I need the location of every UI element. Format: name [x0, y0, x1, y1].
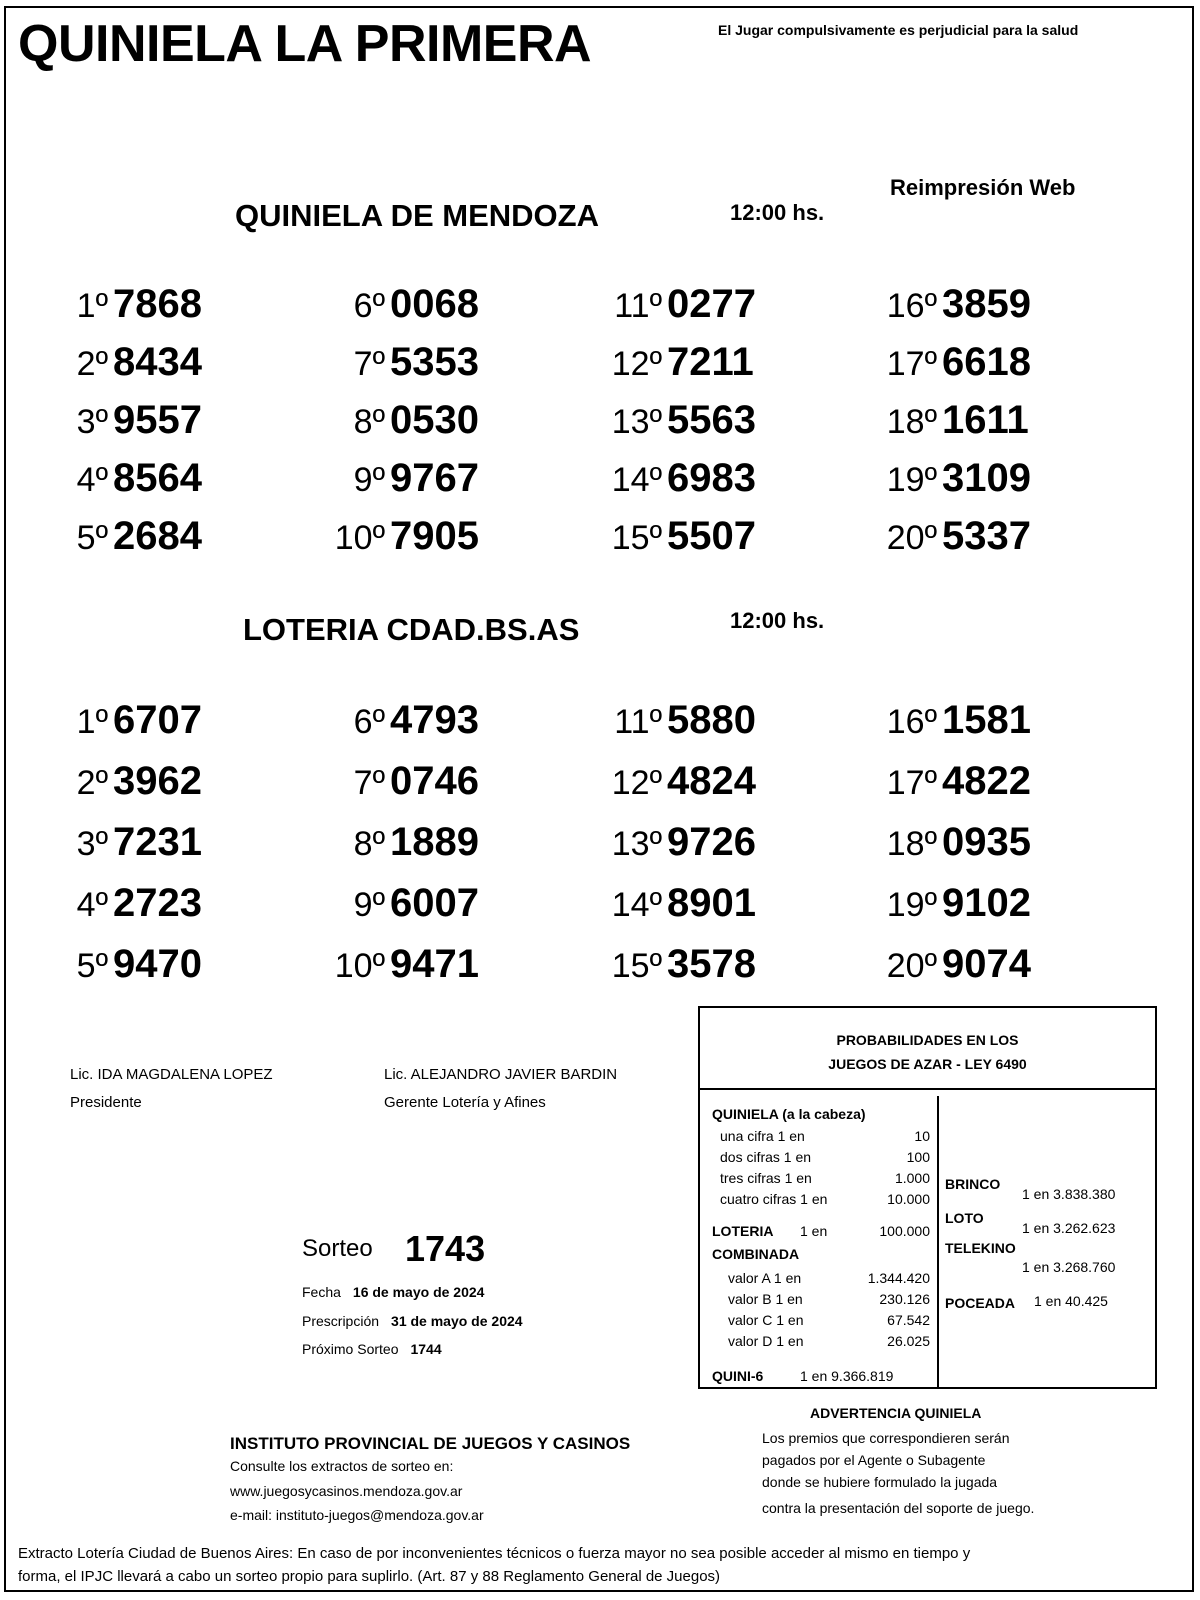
result-position: 19º [886, 886, 937, 924]
result-number: 0746 [390, 759, 479, 803]
result-position: 9º [353, 461, 385, 499]
proximo-label: Próximo Sorteo [302, 1341, 399, 1357]
result-item [315, 881, 479, 926]
result-position: 5º [76, 947, 108, 985]
sorteo-number: 1743 [405, 1228, 486, 1269]
sorteo-label: Sorteo [302, 1235, 373, 1262]
signature-role-manager: Gerente Lotería y Afines [384, 1094, 546, 1111]
loto-label: LOTO [945, 1210, 984, 1226]
advertencia-line: contra la presentación del soporte de juego. [762, 1500, 1035, 1516]
proximo-row [302, 1341, 442, 1357]
result-number: 2723 [113, 881, 202, 925]
result-number: 9470 [113, 942, 202, 986]
health-warning: El Jugar compulsivamente es perjudicial para la salud [718, 22, 1079, 38]
result-position: 11º [614, 703, 662, 741]
result-position: 12º [611, 345, 662, 383]
combinada-row-value: 67.542 [887, 1312, 930, 1328]
result-position: 20º [886, 947, 937, 985]
result-number: 5563 [667, 398, 756, 442]
result-number: 7905 [390, 514, 479, 558]
combinada-row-label: valor A 1 en [728, 1270, 802, 1286]
result-item [315, 698, 479, 743]
advertencia-title: ADVERTENCIA QUINIELA [810, 1405, 982, 1421]
probabilities-heading-1: PROBABILIDADES EN LOS [836, 1032, 1019, 1048]
quiniela-row-value: 100 [906, 1149, 930, 1165]
result-position: 20º [886, 519, 937, 557]
result-item [38, 942, 202, 987]
result-position: 2º [76, 764, 108, 802]
section-time-loteria: 12:00 hs. [730, 608, 825, 633]
result-item [315, 282, 479, 327]
result-item [315, 820, 479, 865]
result-item [315, 398, 479, 443]
quiniela-row-value: 1.000 [894, 1170, 930, 1186]
result-number: 0277 [667, 282, 756, 326]
quini6-value: 1 en 9.366.819 [800, 1368, 894, 1384]
poceada-value: 1 en 40.425 [1034, 1293, 1108, 1309]
result-number: 5507 [667, 514, 756, 558]
proximo-value: 1744 [410, 1341, 442, 1357]
quiniela-row-label: tres cifras 1 en [720, 1170, 812, 1186]
result-number: 2684 [113, 514, 202, 558]
result-item [38, 881, 202, 926]
result-position: 8º [353, 403, 385, 441]
quiniela-title: QUINIELA (a la cabeza) [712, 1106, 866, 1122]
result-position: 14º [611, 461, 662, 499]
result-number: 9726 [667, 820, 756, 864]
result-item [315, 942, 479, 987]
result-number: 3578 [667, 942, 756, 986]
result-number: 9471 [390, 942, 479, 986]
result-item [592, 398, 756, 443]
prescripcion-row [302, 1313, 523, 1329]
result-item [38, 340, 202, 385]
document-title: QUINIELA LA PRIMERA [18, 15, 592, 73]
result-position: 3º [76, 825, 108, 863]
result-position: 11º [614, 287, 662, 325]
result-number: 9557 [113, 398, 202, 442]
reprint-label: Reimpresión Web [890, 175, 1076, 200]
institute-website: www.juegosycasinos.mendoza.gov.ar [230, 1483, 463, 1499]
result-number: 9074 [942, 942, 1031, 986]
footer-line: forma, el IPJC llevará a cabo un sorteo propio para suplirlo. (Art. 87 y 88 Reglamento General de Juegos) [18, 1568, 721, 1585]
result-position: 6º [353, 287, 385, 325]
result-number: 3962 [113, 759, 202, 803]
probabilities-box [698, 1006, 1157, 1389]
result-number: 3859 [942, 282, 1031, 326]
result-number: 4822 [942, 759, 1031, 803]
result-item [592, 881, 756, 926]
result-item [867, 340, 1031, 385]
quiniela-row-label: una cifra 1 en [720, 1128, 805, 1144]
quini6-label: QUINI-6 [712, 1368, 764, 1384]
result-number: 7231 [113, 820, 202, 864]
result-item [592, 456, 756, 501]
result-number: 5880 [667, 698, 756, 742]
result-item [315, 456, 479, 501]
result-number: 6983 [667, 456, 756, 500]
result-position: 17º [886, 345, 937, 383]
combinada-row-value: 26.025 [887, 1333, 930, 1349]
telekino-label: TELEKINO [945, 1240, 1016, 1256]
result-number: 5353 [390, 340, 479, 384]
prescripcion-label: Prescripción [302, 1313, 380, 1329]
combinada-row-label: valor B 1 en [728, 1291, 803, 1307]
result-item [38, 820, 202, 865]
result-item [592, 282, 756, 327]
result-position: 6º [353, 703, 385, 741]
result-number: 1611 [942, 398, 1029, 442]
loteria-value: 100.000 [879, 1223, 930, 1239]
result-item [38, 456, 202, 501]
loteria-en: 1 en [800, 1223, 828, 1239]
result-number: 0530 [390, 398, 479, 442]
poceada-label: POCEADA [945, 1295, 1016, 1311]
result-item [867, 820, 1031, 865]
result-position: 10º [334, 519, 385, 557]
result-item [315, 514, 479, 559]
combinada-row-value: 1.344.420 [867, 1270, 930, 1286]
combinada-row-label: valor D 1 en [728, 1333, 804, 1349]
result-number: 8434 [113, 340, 202, 384]
result-position: 8º [353, 825, 385, 863]
result-position: 1º [76, 287, 108, 325]
result-position: 18º [886, 403, 937, 441]
result-number: 4824 [667, 759, 756, 803]
result-item [867, 942, 1031, 987]
advertencia-line: pagados por el Agente o Subagente [762, 1452, 986, 1468]
result-item [315, 759, 479, 804]
combinada-row-value: 230.126 [879, 1291, 930, 1307]
combinada-title: COMBINADA [712, 1246, 800, 1262]
fecha-label: Fecha [302, 1284, 341, 1300]
quiniela-row-value: 10.000 [887, 1191, 930, 1207]
loteria-label: LOTERIA [712, 1223, 774, 1239]
result-number: 4793 [390, 698, 479, 742]
advertencia-line: donde se hubiere formulado la jugada [762, 1474, 998, 1490]
result-item [592, 340, 754, 385]
result-position: 18º [886, 825, 937, 863]
quiniela-row-value: 10 [914, 1128, 930, 1144]
brinco-value: 1 en 3.838.380 [1022, 1186, 1116, 1202]
result-position: 4º [76, 886, 108, 924]
result-position: 14º [611, 886, 662, 924]
result-item [38, 759, 202, 804]
result-item [867, 698, 1031, 743]
probabilities-heading-2: JUEGOS DE AZAR - LEY 6490 [828, 1056, 1027, 1072]
result-number: 0068 [390, 282, 479, 326]
result-number: 1581 [942, 698, 1031, 742]
result-item [592, 514, 756, 559]
institute-email: e-mail: instituto-juegos@mendoza.gov.ar [230, 1507, 484, 1523]
result-position: 17º [886, 764, 937, 802]
result-position: 13º [611, 825, 662, 863]
result-number: 6707 [113, 698, 202, 742]
result-item [592, 820, 756, 865]
section-title-mendoza: QUINIELA DE MENDOZA [235, 198, 599, 233]
result-number: 9767 [390, 456, 479, 500]
result-item [38, 514, 202, 559]
result-position: 15º [611, 947, 662, 985]
telekino-value: 1 en 3.268.760 [1022, 1259, 1116, 1275]
result-number: 7868 [113, 282, 202, 326]
institute-name: INSTITUTO PROVINCIAL DE JUEGOS Y CASINOS [230, 1434, 631, 1453]
fecha-value: 16 de mayo de 2024 [352, 1284, 485, 1300]
result-position: 10º [334, 947, 385, 985]
result-position: 2º [76, 345, 108, 383]
combinada-row-label: valor C 1 en [728, 1312, 804, 1328]
result-item [315, 340, 479, 385]
brinco-label: BRINCO [945, 1176, 1001, 1192]
result-number: 1889 [390, 820, 479, 864]
result-item [38, 398, 202, 443]
result-item [867, 514, 1031, 559]
result-position: 1º [76, 703, 108, 741]
result-position: 3º [76, 403, 108, 441]
loto-value: 1 en 3.262.623 [1022, 1220, 1116, 1236]
result-number: 8901 [667, 881, 756, 925]
result-number: 6618 [942, 340, 1031, 384]
result-item [592, 942, 756, 987]
result-number: 3109 [942, 456, 1031, 500]
result-position: 9º [353, 886, 385, 924]
footer-line: Extracto Lotería Ciudad de Buenos Aires: En caso de por inconvenientes técnicos o fuerza mayor no sea posible acceder al mismo en tiempo y [18, 1545, 971, 1562]
result-item [592, 698, 756, 743]
result-position: 16º [886, 287, 937, 325]
result-item [867, 456, 1031, 501]
result-item [867, 759, 1031, 804]
column-divider [937, 1096, 939, 1387]
result-item [867, 881, 1031, 926]
result-item [867, 398, 1029, 443]
result-number: 5337 [942, 514, 1031, 558]
result-position: 13º [611, 403, 662, 441]
institute-line: Consulte los extractos de sorteo en: [230, 1458, 454, 1474]
quiniela-row-label: dos cifras 1 en [720, 1149, 812, 1165]
result-item [38, 282, 202, 327]
probabilities-header [700, 1008, 1155, 1090]
advertencia-line: Los premios que correspondieren serán [762, 1430, 1010, 1446]
result-number: 0935 [942, 820, 1031, 864]
result-number: 6007 [390, 881, 479, 925]
signature-name-president: Lic. IDA MAGDALENA LOPEZ [70, 1066, 273, 1083]
result-position: 16º [886, 703, 937, 741]
fecha-row [302, 1284, 484, 1300]
result-position: 5º [76, 519, 108, 557]
result-number: 9102 [942, 881, 1031, 925]
section-time-mendoza: 12:00 hs. [730, 200, 825, 225]
result-item [867, 282, 1031, 327]
result-position: 7º [353, 345, 385, 383]
result-number: 8564 [113, 456, 202, 500]
result-item [592, 759, 756, 804]
result-position: 12º [611, 764, 662, 802]
result-number: 7211 [667, 340, 754, 384]
result-item [38, 698, 202, 743]
signature-role-president: Presidente [70, 1094, 142, 1111]
signature-name-manager: Lic. ALEJANDRO JAVIER BARDIN [384, 1066, 618, 1083]
result-position: 19º [886, 461, 937, 499]
result-position: 4º [76, 461, 108, 499]
quiniela-row-label: cuatro cifras 1 en [720, 1191, 828, 1207]
result-position: 15º [611, 519, 662, 557]
result-position: 7º [353, 764, 385, 802]
prescripcion-value: 31 de mayo de 2024 [391, 1313, 523, 1329]
section-title-loteria: LOTERIA CDAD.BS.AS [243, 612, 580, 647]
